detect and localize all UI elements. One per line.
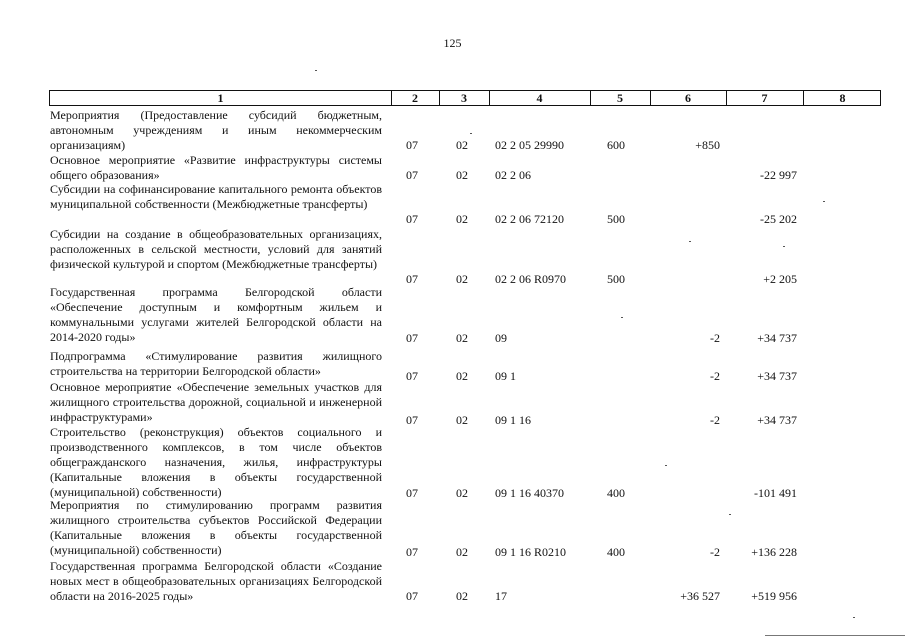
- header-col-3: 3: [461, 91, 467, 105]
- header-col-5: 5: [617, 91, 623, 105]
- cell-col-5: 600: [607, 138, 625, 152]
- scan-speck: [729, 514, 731, 515]
- scan-speck: [783, 246, 785, 247]
- row-name: Субсидии на создание в общеобразовательных организациях, расположенных в сельской местности, условий для занятий физической культурой и спортом (Межбюджетные трансферты): [50, 227, 382, 271]
- cell-col-4: 09 1 16 40370: [495, 486, 564, 500]
- header-col-6: 6: [685, 91, 691, 105]
- row-name: Мероприятия (Предоставление субсидий бюджетным, автономным учреждениям и иным некоммерческим организациям): [50, 108, 382, 152]
- header-col-1: 1: [217, 91, 224, 105]
- scan-speck: [470, 133, 472, 134]
- cell-col-2: 07: [406, 212, 418, 226]
- cell-col-6: -2: [710, 331, 720, 345]
- row-name: Субсидии на софинансирование капитального ремонта объектов муниципальной собственности (Межбюджетные трансферты): [50, 182, 382, 211]
- cell-col-3: 02: [456, 138, 468, 152]
- cell-col-5: 400: [607, 486, 625, 500]
- scan-speck: [853, 617, 855, 618]
- cell-col-4: 02 2 06 72120: [495, 212, 564, 226]
- cell-col-4: 09 1: [495, 369, 516, 383]
- cell-col-7: +34 737: [757, 413, 797, 427]
- cell-col-3: 02: [456, 589, 468, 603]
- cell-col-3: 02: [456, 168, 468, 182]
- cell-col-7: -25 202: [760, 212, 797, 226]
- header-col-2: 2: [412, 91, 418, 105]
- cell-col-2: 07: [406, 545, 418, 559]
- cell-col-4: 02 2 06 R0970: [495, 272, 567, 286]
- cell-col-2: 07: [406, 331, 418, 345]
- cell-col-3: 02: [456, 545, 468, 559]
- cell-col-2: 07: [406, 413, 418, 427]
- table-header: [49, 90, 881, 106]
- cell-col-7: +2 205: [763, 272, 797, 286]
- page-number: 125: [443, 36, 462, 50]
- header-col-8: 8: [839, 91, 846, 105]
- cell-col-2: 07: [406, 168, 418, 182]
- scan-speck: [315, 70, 317, 71]
- cell-col-5: 400: [607, 545, 625, 559]
- cell-col-4: 02 2 05 29990: [495, 138, 564, 152]
- row-name: Подпрограмма «Стимулирование развития жилищного строительства на территории Белгородской области»: [50, 349, 382, 378]
- cell-col-3: 02: [456, 486, 468, 500]
- cell-col-3: 02: [456, 369, 468, 383]
- cell-col-2: 07: [406, 486, 418, 500]
- cell-col-6: -2: [710, 369, 720, 383]
- scan-speck: [665, 465, 667, 466]
- cell-col-7: +136 228: [751, 545, 797, 559]
- cell-col-7: +34 737: [757, 369, 797, 383]
- row-name: Государственная программа Белгородской области «Обеспечение доступным и комфортным жильем и коммунальными услугами жителей Белгородской области на 2014-2020 годы»: [50, 285, 382, 344]
- cell-col-3: 02: [456, 331, 468, 345]
- cell-col-3: 02: [456, 212, 468, 226]
- cell-col-5: 500: [607, 272, 625, 286]
- row-name: Основное мероприятие «Обеспечение земельных участков для жилищного строительства дорожной, социальной и инженерной инфраструктурами»: [50, 380, 382, 424]
- cell-col-3: 02: [456, 413, 468, 427]
- cell-col-7: +519 956: [751, 589, 797, 603]
- scan-speck: [621, 317, 623, 318]
- cell-col-7: +34 737: [757, 331, 797, 345]
- cell-col-6: -2: [710, 545, 720, 559]
- cell-col-6: -2: [710, 413, 720, 427]
- row-name: Государственная программа Белгородской области «Создание новых мест в общеобразовательных организациях Белгородской области на 2016-2025 годы»: [50, 559, 382, 603]
- cell-col-3: 02: [456, 272, 468, 286]
- row-name: Строительство (реконструкция) объектов социального и производственного комплексов, в том числе объектов общегражданского назначения, жилья, инфраструктуры (Капитальные вложения в объекты государственной (муниципальной) собственности): [50, 425, 382, 499]
- cell-col-4: 09: [495, 331, 507, 345]
- cell-col-4: 02 2 06: [495, 168, 531, 182]
- row-name: Основное мероприятие «Развитие инфраструктуры системы общего образования»: [50, 153, 382, 182]
- header-col-4: 4: [536, 91, 543, 105]
- cell-col-2: 07: [406, 369, 418, 383]
- cell-col-4: 09 1 16: [495, 413, 531, 427]
- cell-col-2: 07: [406, 272, 418, 286]
- scan-speck: [689, 241, 691, 242]
- cell-col-7: -22 997: [760, 168, 797, 182]
- cell-col-6: +36 527: [680, 589, 720, 603]
- cell-col-2: 07: [406, 138, 418, 152]
- cell-col-6: +850: [695, 138, 720, 152]
- cell-col-5: 500: [607, 212, 625, 226]
- cell-col-4: 09 1 16 R0210: [495, 545, 567, 559]
- scan-edge-line: [765, 635, 905, 636]
- cell-col-2: 07: [406, 589, 418, 603]
- scan-speck: [823, 201, 825, 202]
- cell-col-7: -101 491: [754, 486, 797, 500]
- cell-col-4: 17: [495, 589, 507, 603]
- row-name: Мероприятия по стимулированию программ развития жилищного строительства субъектов Российской Федерации (Капитальные вложения в объекты государственной (муниципальной) собственности): [50, 498, 382, 557]
- header-col-7: 7: [761, 91, 768, 105]
